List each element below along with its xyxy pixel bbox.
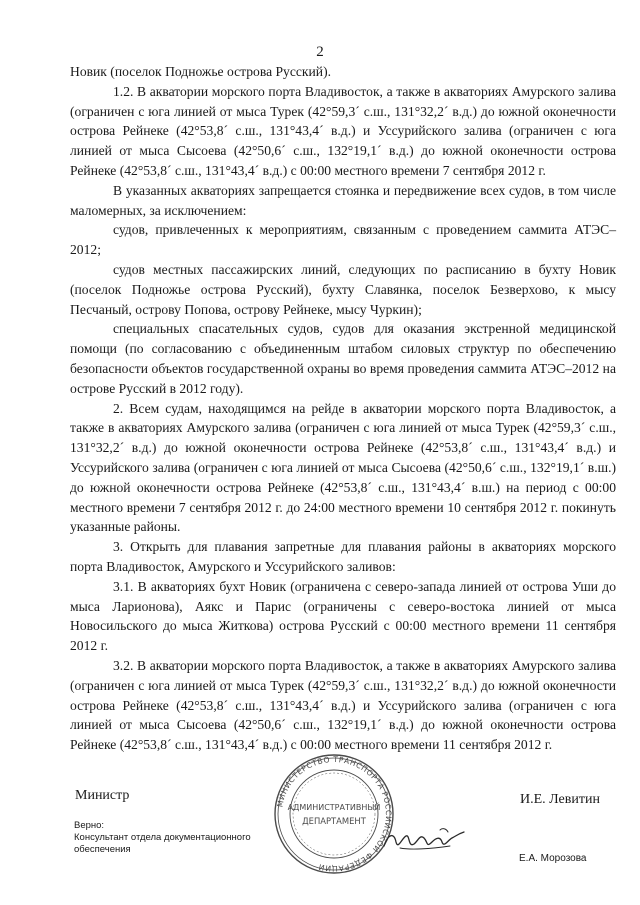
minister-title: Министр — [75, 788, 130, 803]
document-body — [70, 62, 616, 755]
paragraph-exception-rescue: специальных спасательных судов, судов для оказания экстренной медицинской помощи (по согласованию с объединенным штабом силовых структур по обеспечению безопасности объектов государственной охраны во время проведения саммита АТЭС–2012 на острове Русский в 2012 году). — [70, 321, 616, 396]
official-seal — [272, 752, 396, 876]
seal-inner-line2: ДЕПАРТАМЕНТ — [302, 816, 366, 826]
copy-signer-name: Е.А. Морозова — [519, 853, 587, 864]
paragraph-3-1: 3.1. В акваториях бухт Новик (ограничена с северо-запада линией от острова Уши до мыса Ларионова), Аякс и Парис (ограничены с северо-востока линией от мыса Новосильского до мыса Житкова) острова Русский с 00:00 местного времени 11 сентября 2012 г. — [70, 578, 616, 654]
handwritten-signature — [380, 820, 470, 860]
verification-block — [74, 820, 284, 856]
paragraph-3-2: 3.2. В акватории морского порта Владивосток, а также в акваториях Амурского залива (ограничен с юга линией от мыса Турек (42°59,3´ с.ш., 131°32,2´ в.д.) до южной оконечности острова Рейнеке (42°53,8´ с.ш., 131°43,4´ в.д.) и Уссурийского залива (ограничен с юга линией от мыса Сысоева (42°50,6´ с.ш., 132°19,1´ в.д.) до южной оконечности острова Рейнеке (42°53,8´ с.ш., 131°43,4´ в.д.) с 00:00 местного времени 11 сентября 2012 г. — [70, 657, 616, 753]
seal-inner-line1: АДМИНИСТРАТИВНЫЙ — [287, 803, 381, 812]
minister-name: И.Е. Левитин — [520, 792, 600, 807]
verification-position-line2: обеспечения — [74, 844, 131, 855]
paragraph-exception-passenger: судов местных пассажирских линий, следующих по расписанию в бухту Новик (поселок Подножье острова Русский), бухту Славянка, поселок Безверхово, к мысу Песчаный, острову Попова, острову Рейнеке, мысу Чуркин); — [70, 261, 616, 317]
verification-label: Верно: — [74, 820, 105, 831]
verification-position-line1: Консультант отдела документационного — [74, 832, 251, 843]
paragraph-exception-summit: судов, привлеченных к мероприятиям, связанным с проведением саммита АТЭС–2012; — [70, 222, 616, 258]
paragraph-1-2: 1.2. В акватории морского порта Владивосток, а также в акваториях Амурского залива (ограничен с юга линией от мыса Турек (42°59,3´ с.ш., 131°32,2´ в.д.) до южной оконечности острова Рейнеке (42°53,8´ с.ш., 131°43,4´ в.д.) и Уссурийского залива (ограничен с юга линией от мыса Сысоева (42°50,6´ с.ш., 132°19,1´ в.д.) до южной оконечности острова Рейнеке (42°53,8´ с.ш., 131°43,4´ в.д.) с 00:00 местного времени 7 сентября 2012 г. — [70, 83, 616, 178]
paragraph-continuation: Новик (поселок Подножье острова Русский). — [70, 64, 332, 79]
paragraph-2: 2. Всем судам, находящимся на рейде в акватории морского порта Владивосток, а также в акваториях Амурского залива (ограничен с юга линией от мыса Турек (42°59,3´ с.ш., 131°32,2´ в.д.) до южной оконечности острова Рейнеке (42°53,8´ с.ш., 131°43,4´ в.д.) и Уссурийского залива (ограничен с юга линией от мыса Сысоева (42°50,6´ с.ш., 132°19,1´ в.ш.) до южной оконечности острова Рейнеке (42°53,8´ с.ш., 131°43,4´ в.ш.) на период с 00:00 местного времени 7 сентября 2012 г. до 24:00 местного времени 10 сентября 2012 г. покинуть указанные районы. — [70, 400, 616, 535]
paragraph-3: 3. Открыть для плавания запретные для плавания районы в акваториях морского порта Владивосток, Амурского и Уссурийского заливов: — [70, 539, 616, 574]
page-number: 2 — [316, 44, 324, 60]
paragraph-prohibition: В указанных акваториях запрещается стоянка и передвижение всех судов, в том числе маломерных, за исключением: — [70, 182, 616, 218]
seal-outer-text: МИНИСТЕРСТВО ТРАНСПОРТА РОССИЙСКОЙ ФЕДЕРАЦИИ — [275, 754, 394, 874]
